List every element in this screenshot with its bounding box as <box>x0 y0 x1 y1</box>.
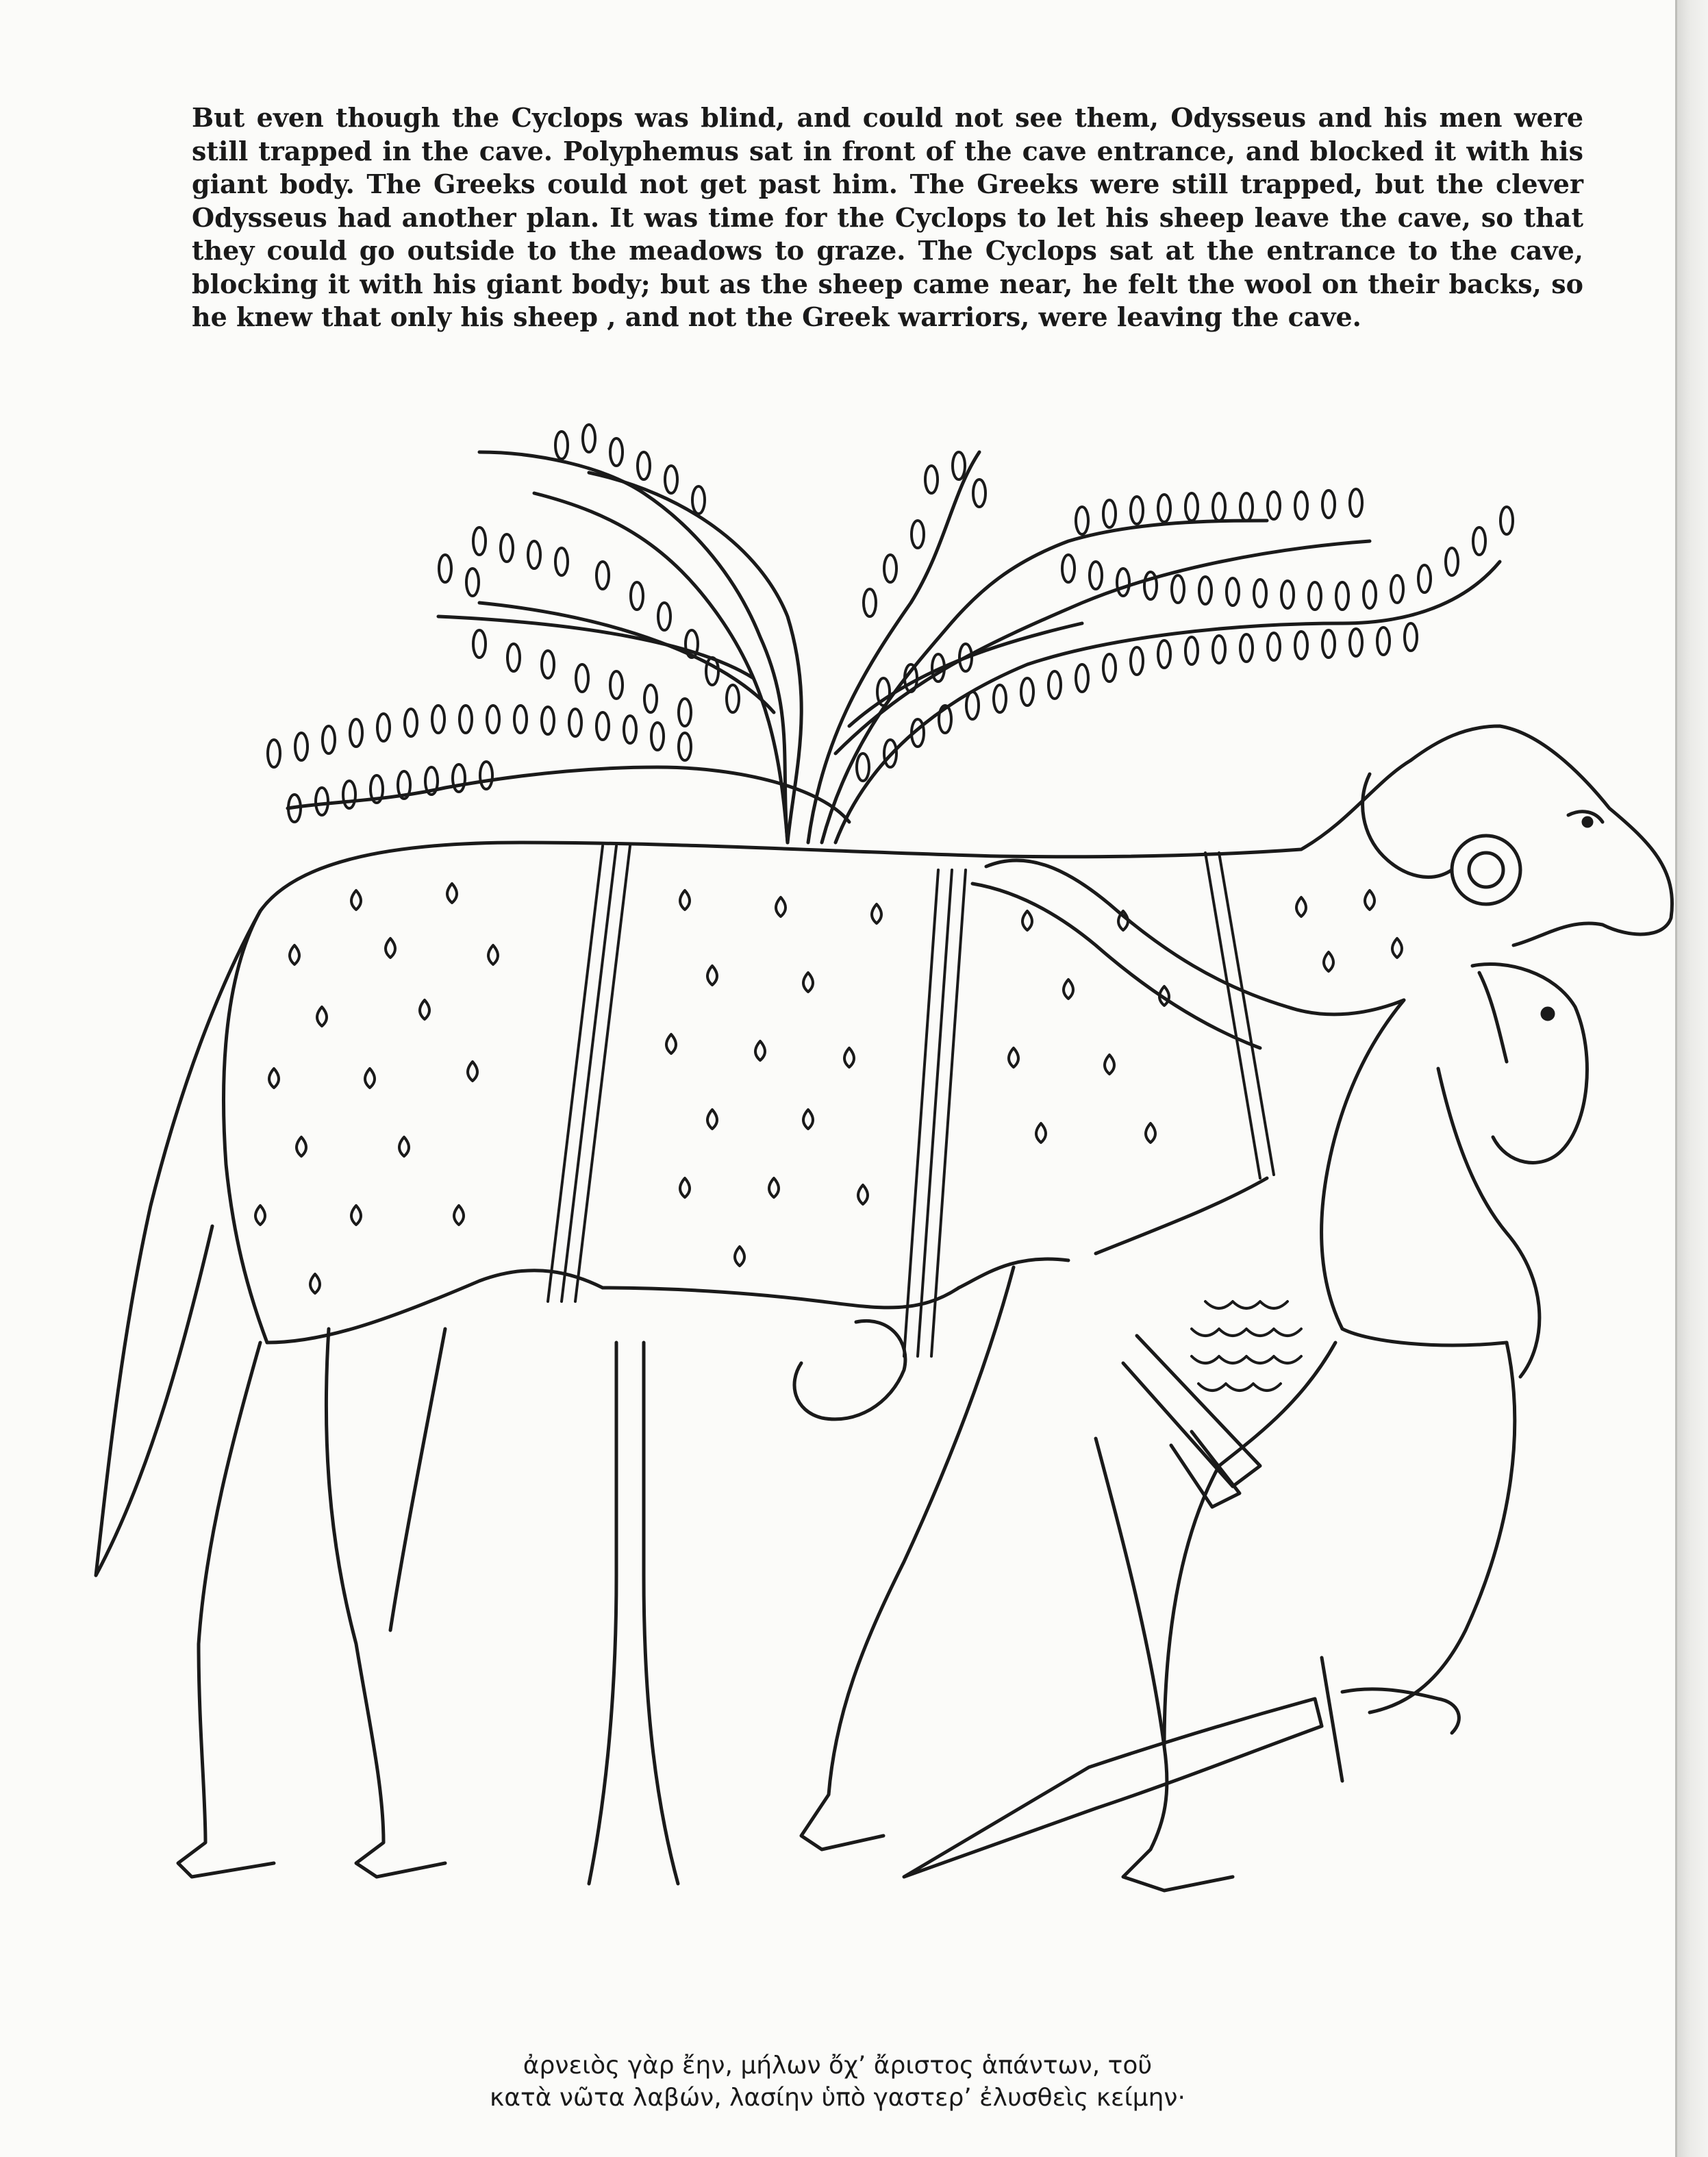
ram-head <box>1363 726 1672 945</box>
tree-branches <box>288 452 1500 843</box>
ram-body <box>224 760 1411 1343</box>
greek-quote-line-1: ἀρνειὸς γὰρ ἔην, μήλων ὄχ’ ἄριστος ἁπάντων, τοῦ <box>523 2052 1153 2080</box>
story-paragraph: But even though the Cyclops was blind, and could not see them, Odysseus and his men were still trapped in the cave. Polyphemus sat in front of the cave entrance, and blocked it with his giant body. The Greeks could not get past him. The Greeks were still trapped, but the clever Odysseus had another plan. It was time for the Cyclops to let his sheep leave the cave, so that they could go outside to the meadows to graze. The Cyclops sat at the entrance to the cave, blocking it with his giant body; but as the sheep came near, he felt the wool on their backs, so he knew that only his sheep , and not the Greek warriors, were leaving the cave. <box>192 102 1583 332</box>
body-straps <box>548 846 1274 1356</box>
ram-legs <box>178 1267 1233 1891</box>
armor-scales <box>1192 1301 1301 1391</box>
sword <box>904 1658 1459 1877</box>
tree-trunk <box>589 1343 678 1884</box>
ram-tail <box>96 911 260 1575</box>
greek-quote-line-2: κατὰ νῶτα λαβών, λασίην ὑπὸ γαστερ’ ἐλυσθεὶς κείμην· <box>490 2084 1185 2112</box>
hand-under-belly <box>794 1321 905 1419</box>
fleece-spots <box>255 884 1402 1293</box>
